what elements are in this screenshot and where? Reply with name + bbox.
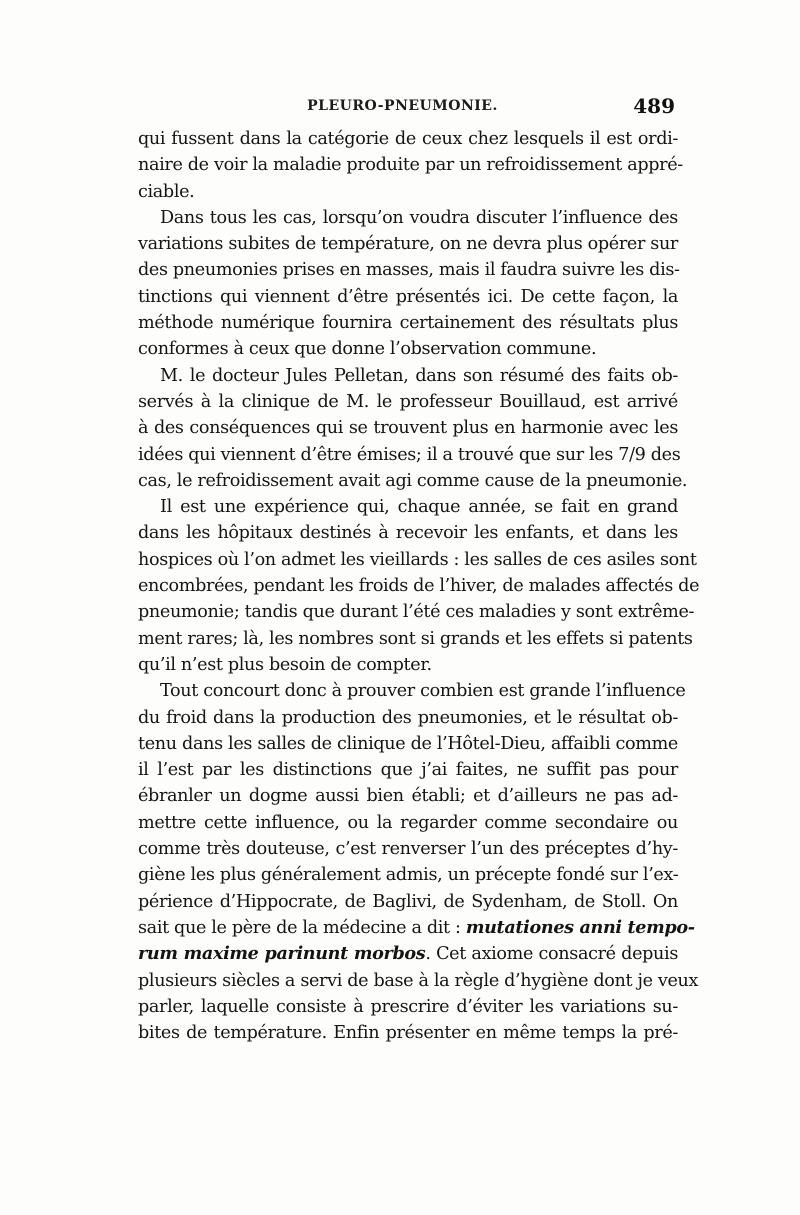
text-line: naire de voir la maladie produite par un refroidissement appré- <box>138 155 683 176</box>
text-line <box>138 941 678 967</box>
text-line: ciable. <box>138 181 195 202</box>
text-line: des pneumonies prises en masses, mais il faudra suivre les dis- <box>138 260 680 281</box>
text-line: méthode numérique fournira certainement des résultats plus <box>138 313 678 334</box>
text-line: pneumonie; tandis que durant l’été ces maladies y sont extrême- <box>138 602 695 623</box>
text-line: ébranler un dogme aussi bien établi; et d’ailleurs ne pas ad- <box>138 786 678 807</box>
text-line: du froid dans la production des pneumonies, et le résultat ob- <box>138 707 678 728</box>
text-line: encombrées, pendant les froids de l’hiver, de malades affectés de <box>138 576 700 597</box>
text-line: qui fussent dans la catégorie de ceux chez lesquels il est ordi- <box>138 129 678 149</box>
text-line: bites de température. Enfin présenter en même temps la pré- <box>138 1023 678 1044</box>
latin-quote: rum maxime parinunt morbos <box>138 943 426 965</box>
text-line: idées qui viennent d’être émises; il a trouvé que sur les 7/9 des <box>138 444 681 465</box>
text-line: périence d’Hippocrate, de Baglivi, de Sydenham, de Stoll. On <box>138 891 678 912</box>
text-line <box>138 915 695 941</box>
text-line: Dans tous les cas, lorsqu’on voudra discuter l’influence des <box>160 207 678 228</box>
text-line: cas, le refroidissement avait agi comme cause de la pneumonie. <box>138 470 688 491</box>
text-line: ment rares; là, les nombres sont si grands et les effets si patents <box>138 628 693 649</box>
text-line: Tout concourt donc à prouver combien est grande l’influence <box>160 681 686 702</box>
text-line: tinctions qui viennent d’être présentés ici. De cette façon, la <box>138 286 678 307</box>
text-line: à des conséquences qui se trouvent plus en harmonie avec les <box>138 418 678 439</box>
text-line: hospices où l’on admet les vieillards : les salles de ces asiles sont <box>138 549 697 570</box>
text-line-segment: . Cet axiome consacré depuis <box>425 944 678 965</box>
text-line: il l’est par les distinctions que j’ai faites, ne suffit pas pour <box>138 760 678 781</box>
page-number: 489 <box>633 94 675 118</box>
text-line: mettre cette influence, ou la regarder comme secondaire ou <box>138 812 678 833</box>
text-line: giène les plus généralement admis, un précepte fondé sur l’ex- <box>138 865 679 886</box>
text-line: plusieurs siècles a servi de base à la règle d’hygiène dont je veux <box>138 970 699 991</box>
text-line: tenu dans les salles de clinique de l’Hôtel-Dieu, affaibli comme <box>138 733 678 754</box>
text-line: dans les hôpitaux destinés à recevoir les enfants, et dans les <box>138 523 678 544</box>
text-line: comme très douteuse, c’est renverser l’un des préceptes d’hy- <box>138 839 678 860</box>
text-line: M. le docteur Jules Pelletan, dans son résumé des faits ob- <box>160 365 678 386</box>
text-line: parler, laquelle consiste à prescrire d’éviter les variations su- <box>138 996 678 1017</box>
text-line: Il est une expérience qui, chaque année, se fait en grand <box>160 497 678 518</box>
text-line-segment: sait que le père de la médecine a dit : <box>138 917 466 938</box>
text-line: conformes à ceux que donne l’observation commune. <box>138 339 597 360</box>
text-line: servés à la clinique de M. le professeur Bouillaud, est arrivé <box>138 391 678 412</box>
latin-quote: mutationes anni tempo- <box>465 916 695 938</box>
text-line: qu’il n’est plus besoin de compter. <box>138 654 432 675</box>
text-line: variations subites de température, on ne devra plus opérer sur <box>138 234 678 255</box>
running-title: PLEURO-PNEUMONIE. <box>307 98 498 114</box>
running-head <box>130 94 675 124</box>
body-text <box>138 126 700 1046</box>
